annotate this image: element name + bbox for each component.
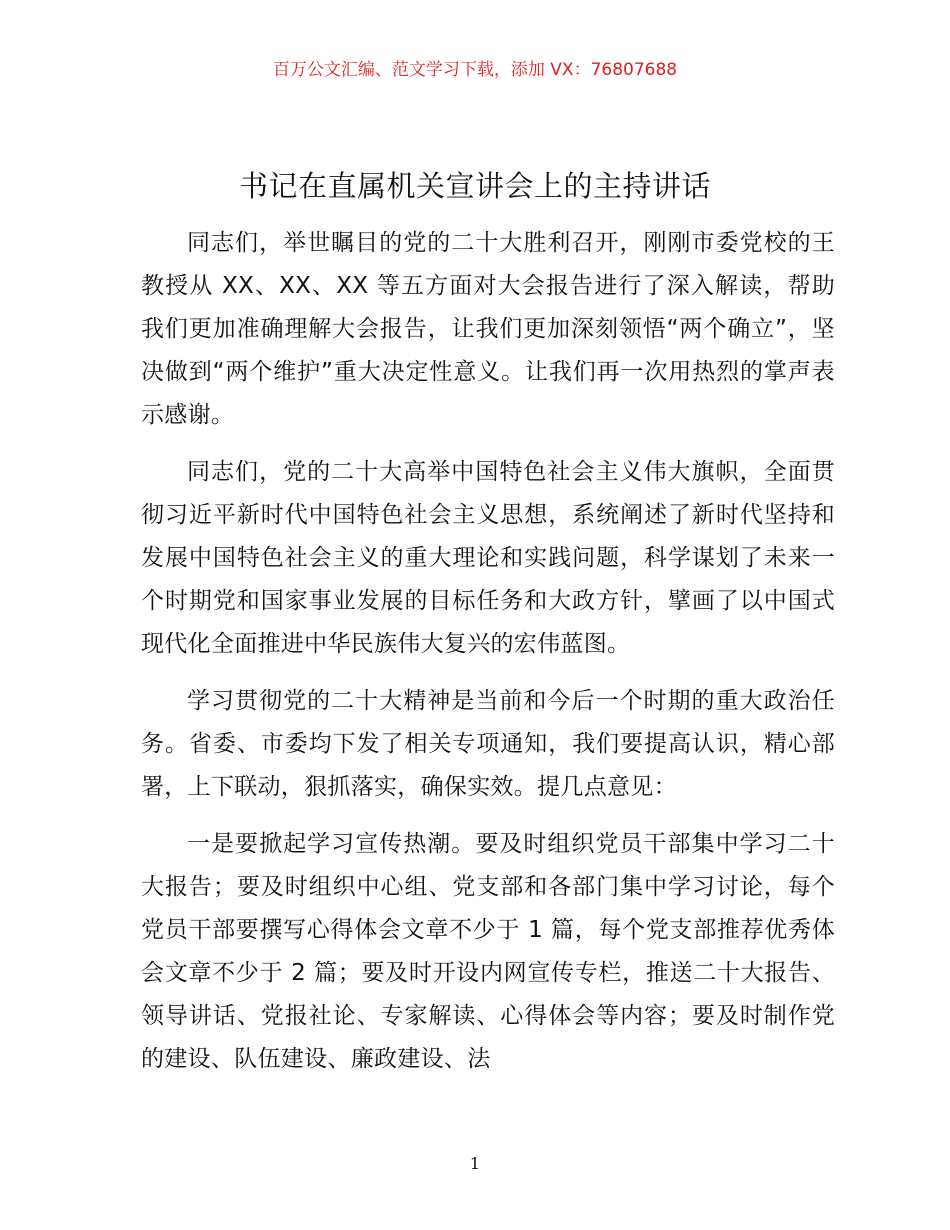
document-title: 书记在直属机关宣讲会上的主持讲话 — [238, 169, 711, 203]
document-body — [141, 222, 835, 1095]
paragraph-4: 一是要掀起学习宣传热潮。要及时组织党员干部集中学习二十大报告；要及时组织中心组、党支部和各部门集中学习讨论，每个党员干部要撰写心得体会文章不少于 1 篇，每个党支部推荐优秀体会文章不少于 2 篇；要及时开设内网宣传专栏，推送二十大报告、领导讲话、党报社论、专家解读、心得体会等内容；要及时制作党的建设、队伍建设、廉政建设、法 — [141, 831, 835, 1072]
page-number: 1 — [469, 1154, 481, 1173]
paragraph-2: 同志们，党的二十大高举中国特色社会主义伟大旗帜，全面贯彻习近平新时代中国特色社会主义思想，系统阐述了新时代坚持和发展中国特色社会主义的重大理论和实践问题，科学谋划了未来一个时期党和国家事业发展的目标任务和大政方针，擘画了以中国式现代化全面推进中华民族伟大复兴的宏伟蓝图。 — [141, 459, 835, 657]
watermark-header-note: 百万公文汇编、范文学习下载，添加 VX：76807688 — [272, 60, 678, 80]
paragraph-3: 学习贯彻党的二十大精神是当前和今后一个时期的重大政治任务。省委、市委均下发了相关专项通知，我们要提高认识，精心部署，上下联动，狠抓落实，确保实效。提几点意见： — [141, 688, 835, 800]
paragraph-1: 同志们，举世瞩目的党的二十大胜利召开，刚刚市委党校的王教授从 XX、XX、XX 等五方面对大会报告进行了深入解读，帮助我们更加准确理解大会报告，让我们更加深刻领悟“两个确立”，坚决做到“两个维护”重大决定性意义。让我们再一次用热烈的掌声表示感谢。 — [141, 230, 835, 428]
